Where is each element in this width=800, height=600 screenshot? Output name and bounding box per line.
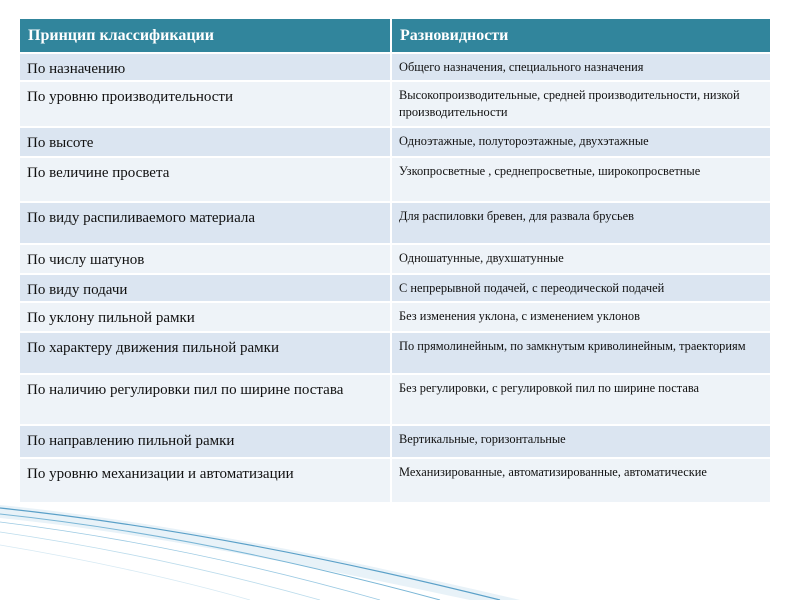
variety-cell: Без регулировки, с регулировкой пил по ширине постава: [391, 374, 771, 425]
table-row: [19, 458, 771, 503]
variety-cell: Без изменения уклона, с изменением уклонов: [391, 302, 771, 332]
variety-cell: Одношатунные, двухшатунные: [391, 244, 771, 274]
table-row: [19, 81, 771, 127]
table-row: [19, 302, 771, 332]
table-row: [19, 127, 771, 157]
variety-cell: Для распиловки бревен, для развала брусьев: [391, 202, 771, 244]
table-row: [19, 53, 771, 81]
principle-cell: По уровню механизации и автоматизации: [19, 458, 391, 503]
table-row: [19, 157, 771, 202]
table-row: [19, 425, 771, 458]
table-row: [19, 332, 771, 374]
table-row: [19, 374, 771, 425]
principle-cell: По характеру движения пильной рамки: [19, 332, 391, 374]
principle-cell: По наличию регулировки пил по ширине постава: [19, 374, 391, 425]
principle-cell: По уровню производительности: [19, 81, 391, 127]
table-row: [19, 244, 771, 274]
variety-cell: С непрерывной подачей, с переодической подачей: [391, 274, 771, 302]
variety-cell: Вертикальные, горизонтальные: [391, 425, 771, 458]
principle-cell: По виду распиливаемого материала: [19, 202, 391, 244]
variety-cell: Высокопроизводительные, средней производительности, низкой производительности: [391, 81, 771, 127]
header-principle: Принцип классификации: [19, 18, 391, 53]
principle-cell: По числу шатунов: [19, 244, 391, 274]
table-row: [19, 274, 771, 302]
table-header-row: [19, 18, 771, 53]
variety-cell: Узкопросветные , среднепросветные, широкопросветные: [391, 157, 771, 202]
principle-cell: По величине просвета: [19, 157, 391, 202]
principle-cell: По уклону пильной рамки: [19, 302, 391, 332]
variety-cell: Механизированные, автоматизированные, автоматические: [391, 458, 771, 503]
classification-table: [18, 17, 772, 504]
principle-cell: По высоте: [19, 127, 391, 157]
variety-cell: Общего назначения, специального назначения: [391, 53, 771, 81]
variety-cell: По прямолинейным, по замкнутым криволинейным, траекториям: [391, 332, 771, 374]
principle-cell: По направлению пильной рамки: [19, 425, 391, 458]
header-varieties: Разновидности: [391, 18, 771, 53]
table-row: [19, 202, 771, 244]
variety-cell: Одноэтажные, полутороэтажные, двухэтажные: [391, 127, 771, 157]
principle-cell: По виду подачи: [19, 274, 391, 302]
principle-cell: По назначению: [19, 53, 391, 81]
